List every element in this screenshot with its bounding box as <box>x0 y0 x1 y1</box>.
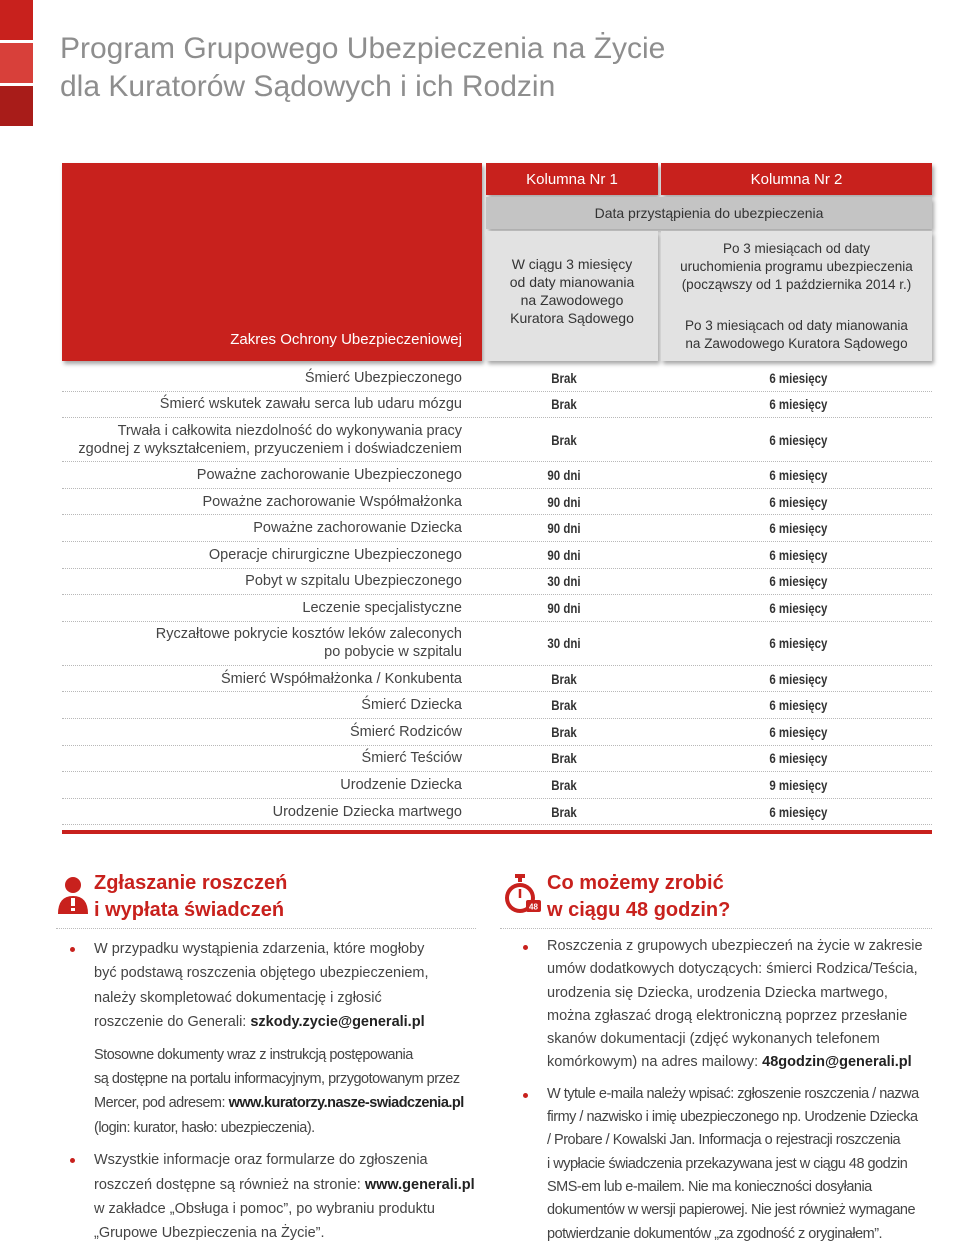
red-bar-segment <box>0 86 33 126</box>
red-bar-segment <box>0 43 33 83</box>
text-line: Kuratora Sądowego <box>510 310 634 326</box>
coverage-label <box>62 572 462 590</box>
column2-value: 6 miesięcy <box>769 723 828 740</box>
table-row <box>62 746 932 773</box>
text-line: SMS-em lub e-mailem. Nie ma konieczności dosyłania <box>547 1178 872 1195</box>
claims-list <box>62 937 482 1242</box>
text-line: W przypadku wystąpienia zdarzenia, które mogłoby <box>94 941 425 957</box>
portal-url: www.kuratorzy.nasze-swiadczenia.pl <box>228 1095 464 1112</box>
48h-section-title <box>547 870 730 924</box>
text-line: / Probare / Kowalski Jan. Informacja o rejestracji roszczenia <box>547 1132 901 1149</box>
column1-value: Brak <box>551 369 577 386</box>
text-line: po pobycie w szpitalu <box>324 644 462 661</box>
text-line: komórkowym) na adres mailowy: <box>547 1054 763 1071</box>
column2-value: 6 miesięcy <box>769 599 828 616</box>
column2-value: 9 miesięcy <box>769 776 828 793</box>
column1-value: Brak <box>551 697 577 714</box>
coverage-label <box>62 493 462 511</box>
table-row <box>62 622 932 666</box>
text-line: Leczenie specjalistyczne <box>302 599 462 616</box>
coverage-label <box>62 723 462 741</box>
column1-value: Brak <box>551 396 577 413</box>
scope-label: Zakres Ochrony Ubezpieczeniowej <box>230 331 462 348</box>
text-line: Poważne zachorowanie Współmałżonka <box>202 493 462 510</box>
coverage-label <box>62 369 462 387</box>
generali-url: www.generali.pl <box>364 1176 475 1193</box>
text-line: i wypłacie świadczenia przekazywana jest w ciągu 48 godzin <box>547 1155 908 1172</box>
column1-value: Brak <box>551 723 577 740</box>
text-line: roszczeń dostępne są również na stronie: <box>94 1176 365 1193</box>
text-line: Mercer, pod adresem: <box>94 1095 229 1112</box>
list-item <box>515 1083 945 1242</box>
column2-subheader <box>661 231 932 361</box>
coverage-label <box>62 395 462 413</box>
text-line: Po 3 miesiącach od daty <box>722 241 871 256</box>
table-row <box>62 692 932 719</box>
text-line: urodzenia się Dziecka, urodzenia Dziecka martwego, <box>547 984 888 1001</box>
text-line: Ryczałtowe pokrycie kosztów leków zaleconych <box>155 626 462 643</box>
text-line: Śmierć wskutek zawału serca lub udaru mózgu <box>159 396 462 413</box>
column2-value: 6 miesięcy <box>769 670 828 687</box>
column1-value: 90 dni <box>547 546 581 563</box>
list-item-text <box>547 1086 919 1242</box>
column1-value: 90 dni <box>547 520 581 537</box>
text-line: Wszystkie informacje oraz formularze do zgłoszenia <box>94 1152 428 1169</box>
table-row <box>62 719 932 746</box>
coverage-label <box>62 599 462 617</box>
coverage-label <box>62 749 462 767</box>
table-row <box>62 489 932 516</box>
text-line: Urodzenie Dziecka martwego <box>272 803 462 820</box>
text-line: należy skompletować dokumentację i zgłosić <box>94 989 382 1006</box>
column2-value: 6 miesięcy <box>769 520 828 537</box>
column1-value: Brak <box>551 431 577 448</box>
title-line: w ciągu 48 godzin? <box>547 899 731 921</box>
title-line: dla Kuratorów Sądowych i ich Rodzin <box>60 70 556 103</box>
red-bar-segment <box>0 0 33 40</box>
text-line: Śmierć Teściów <box>361 750 462 767</box>
text-line: Śmierć Ubezpieczonego <box>304 369 462 386</box>
person-alert-icon <box>56 876 90 916</box>
column1-value: Brak <box>551 670 577 687</box>
table-row <box>62 462 932 489</box>
text-line: potwierdzanie dokumentów „za zgodność z oryginałem”. <box>547 1225 883 1242</box>
text-line: są dostępne na portalu informacyjnym, przygotowanym przez <box>94 1071 460 1088</box>
title-line: Co możemy zrobić <box>547 872 724 894</box>
column2-value: 6 miesięcy <box>769 635 828 652</box>
section-divider <box>56 928 476 929</box>
text-line: firmy / nazwisko i imię ubezpieczonego np. Urodzenie Dziecka <box>547 1109 918 1126</box>
text-line: umów dodatkowych dotyczących: śmierci Rodzica/Teścia, <box>547 961 918 978</box>
column2-value: 6 miesięcy <box>769 750 828 767</box>
column1-header: Kolumna Nr 1 <box>486 163 658 195</box>
column1-subheader <box>486 231 658 361</box>
column1-value: 30 dni <box>547 635 581 652</box>
text-line: na Zawodowego <box>520 292 624 308</box>
column1-value: Brak <box>551 750 577 767</box>
coverage-label <box>62 466 462 484</box>
list-item <box>62 937 482 1035</box>
table-row <box>62 392 932 419</box>
text-line: uruchomienia programu ubezpieczenia <box>680 259 913 274</box>
text-line: Poważne zachorowanie Dziecka <box>253 520 462 537</box>
text-line: w zakładce „Obsługa i pomoc”, po wybraniu produktu <box>94 1201 435 1218</box>
column2-value: 6 miesięcy <box>769 803 828 820</box>
table-row <box>62 365 932 392</box>
text-line: Śmierć Rodziców <box>350 723 462 740</box>
column1-value: Brak <box>551 803 577 820</box>
coverage-label <box>62 625 462 661</box>
text-line: Po 3 miesiącach od daty mianowania <box>685 318 908 333</box>
coverage-label <box>62 696 462 714</box>
text-line: Śmierć Dziecka <box>361 697 462 714</box>
column2-subheader-b <box>661 317 932 353</box>
column2-header: Kolumna Nr 2 <box>661 163 932 195</box>
text-line: Urodzenie Dziecka <box>340 776 462 793</box>
column2-value: 6 miesięcy <box>769 697 828 714</box>
claims-email: szkody.zycie@generali.pl <box>250 1014 425 1031</box>
text-line: od daty mianowania <box>509 274 635 290</box>
text-line: Śmierć Współmałżonka / Konkubenta <box>221 670 462 687</box>
title-line: Zgłaszanie roszczeń <box>94 872 288 894</box>
coverage-label <box>62 776 462 794</box>
coverage-label <box>62 546 462 564</box>
table-row <box>62 569 932 596</box>
list-item-text <box>547 938 923 1070</box>
text-line: Trwała i całkowita niezdolność do wykonywania pracy <box>117 422 462 439</box>
page-title <box>60 30 920 106</box>
coverage-label <box>62 803 462 821</box>
column2-value: 6 miesięcy <box>769 466 828 483</box>
column1-value: 90 dni <box>547 466 581 483</box>
portal-paragraph <box>62 1043 482 1141</box>
text-line: zgodnej z wykształceniem, przyuczeniem i doświadczeniem <box>78 440 462 457</box>
title-line: i wypłata świadczeń <box>94 899 285 921</box>
column1-value: 90 dni <box>547 493 581 510</box>
list-item <box>515 935 945 1075</box>
text-line: (począwszy od 1 października 2014 r.) <box>681 277 912 292</box>
column1-value: 90 dni <box>547 599 581 616</box>
text-line: W ciągu 3 miesięcy <box>511 256 633 272</box>
text-line: „Grupowe Ubezpieczenia na Życie”. <box>94 1225 325 1242</box>
table-row <box>62 542 932 569</box>
section-divider <box>500 928 932 929</box>
text-line: Operacje chirurgiczne Ubezpieczonego <box>208 546 462 563</box>
column1-value: Brak <box>551 776 577 793</box>
column2-value: 6 miesięcy <box>769 431 828 448</box>
decorative-red-bar <box>0 0 33 130</box>
48h-email: 48godzin@generali.pl <box>762 1054 912 1071</box>
text-line: W tytule e-maila należy wpisać: zgłoszenie roszczenia / nazwa <box>547 1085 919 1102</box>
column2-value: 6 miesięcy <box>769 369 828 386</box>
column2-value: 6 miesięcy <box>769 396 828 413</box>
coverage-label <box>62 670 462 688</box>
stopwatch-48h-icon <box>500 872 542 916</box>
text-line: Roszczenia z grupowych ubezpieczeń na życie w zakresie <box>547 938 923 954</box>
list-item <box>62 1148 482 1242</box>
coverage-label <box>62 422 462 458</box>
column2-value: 6 miesięcy <box>769 546 828 563</box>
text-line: Pobyt w szpitalu Ubezpieczonego <box>245 573 462 590</box>
text-line: być podstawą roszczenia objętego ubezpieczeniem, <box>94 965 429 982</box>
text-line: roszczenie do Generali: <box>94 1014 251 1031</box>
title-line: Program Grupowego Ubezpieczenia na Życie <box>60 32 666 65</box>
table-row <box>62 772 932 799</box>
column1-value: 30 dni <box>547 573 581 590</box>
table-row <box>62 799 932 826</box>
coverage-label <box>62 519 462 537</box>
date-header: Data przystąpienia do ubezpieczenia <box>486 197 932 229</box>
column2-value: 6 miesięcy <box>769 493 828 510</box>
text-line: można zgłaszać drogą elektroniczną poprzez przesłanie <box>547 1007 908 1024</box>
list-item-text <box>94 1201 435 1241</box>
column2-value: 6 miesięcy <box>769 573 828 590</box>
48h-list <box>515 935 945 1242</box>
text-line: Poważne zachorowanie Ubezpieczonego <box>196 466 462 483</box>
text-line: skanów dokumentacji (zdjęć wykonanych telefonem <box>547 1031 880 1048</box>
badge-48-text: 48 <box>529 902 538 912</box>
table-bottom-rule <box>62 830 932 834</box>
coverage-table <box>62 365 932 825</box>
table-row <box>62 515 932 542</box>
text-line: dokumentów w wersji papierowej. Nie jest również wymagane <box>547 1202 916 1219</box>
scope-header <box>62 163 482 361</box>
text-line: na Zawodowego Kuratora Sądowego <box>685 336 908 351</box>
table-row <box>62 418 932 462</box>
table-row <box>62 595 932 622</box>
column2-subheader-a <box>661 240 932 294</box>
text-line: Stosowne dokumenty wraz z instrukcją postępowania <box>94 1046 413 1063</box>
portal-login: (login: kurator, hasło: ubezpieczenia). <box>94 1119 315 1136</box>
column1-subheader-text <box>510 255 635 327</box>
table-row <box>62 666 932 693</box>
claims-section-title <box>94 870 287 924</box>
